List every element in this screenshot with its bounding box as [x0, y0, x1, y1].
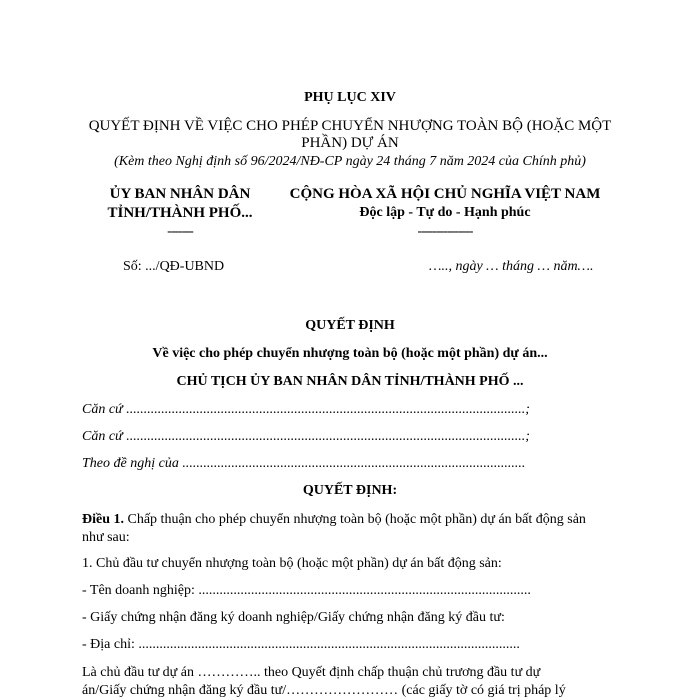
certificate-line: - Giấy chứng nhận đăng ký doanh nghiệp/Giấy chứng nhận đăng ký đầu tư:: [82, 610, 505, 625]
nation-rule: ---------------: [417, 224, 473, 239]
decision-about: Về việc cho phép chuyển nhượng toàn bộ (hoặc một phần) dự án...: [152, 346, 548, 361]
issuer-line-2: TỈNH/THÀNH PHỐ...: [107, 205, 253, 221]
issuer-rule: -------: [167, 224, 193, 239]
article-1-item-1: 1. Chủ đầu tư chuyển nhượng toàn bộ (hoặc một phần) dự án bất động sản:: [82, 556, 502, 571]
article-1-label: Điều 1.: [82, 512, 124, 527]
appendix-title: PHỤ LỤC XIV: [304, 90, 396, 105]
legal-basis-2: Căn cứ ..................................................................................................................;: [82, 429, 530, 444]
document-subtitle: (Kèm theo Nghị định số 96/2024/NĐ-CP ngày 24 tháng 7 năm 2024 của Chính phủ): [114, 154, 586, 169]
investor-line-1: Là chủ đầu tư dự án ………….. theo Quyết định chấp thuận chủ trương đầu tư dự: [82, 665, 541, 680]
issuer-line-1: ỦY BAN NHÂN DÂN: [109, 186, 251, 202]
decision-heading: QUYẾT ĐỊNH: [305, 318, 395, 333]
decides-heading: QUYẾT ĐỊNH:: [302, 483, 398, 498]
decision-number: Số: .../QĐ-UBND: [123, 259, 225, 274]
address-line: - Địa chỉ: .............................................................................................................: [82, 637, 520, 652]
article-1-line-1: [82, 512, 586, 528]
investor-line-2: án/Giấy chứng nhận đăng ký đầu tư/…………………… (các giấy tờ có giá trị pháp lý: [82, 683, 566, 698]
article-1-text: Chấp thuận cho phép chuyển nhượng toàn bộ (hoặc một phần) dự án bất động sản: [124, 512, 586, 527]
proposal-line: Theo đề nghị của ..................................................................................................: [82, 456, 526, 471]
legal-basis-1: Căn cứ ..................................................................................................................;: [82, 402, 530, 417]
place-date: ….., ngày … tháng … năm….: [429, 259, 594, 274]
decision-authority: CHỦ TỊCH ỦY BAN NHÂN DÂN TỈNH/THÀNH PHỐ ...: [176, 374, 524, 389]
document-title-line-2: PHẦN) DỰ ÁN: [301, 135, 399, 151]
nation-line-1: CỘNG HÒA XÃ HỘI CHỦ NGHĨA VIỆT NAM: [289, 186, 601, 202]
document-title-line-1: QUYẾT ĐỊNH VỀ VIỆC CHO PHÉP CHUYỂN NHƯỢNG TOÀN BỘ (HOẶC MỘT: [88, 118, 612, 134]
article-1-line-2: như sau:: [82, 530, 130, 545]
company-name-line: - Tên doanh nghiệp: ...............................................................................................: [82, 583, 531, 598]
nation-motto: Độc lập - Tự do - Hạnh phúc: [359, 205, 531, 220]
